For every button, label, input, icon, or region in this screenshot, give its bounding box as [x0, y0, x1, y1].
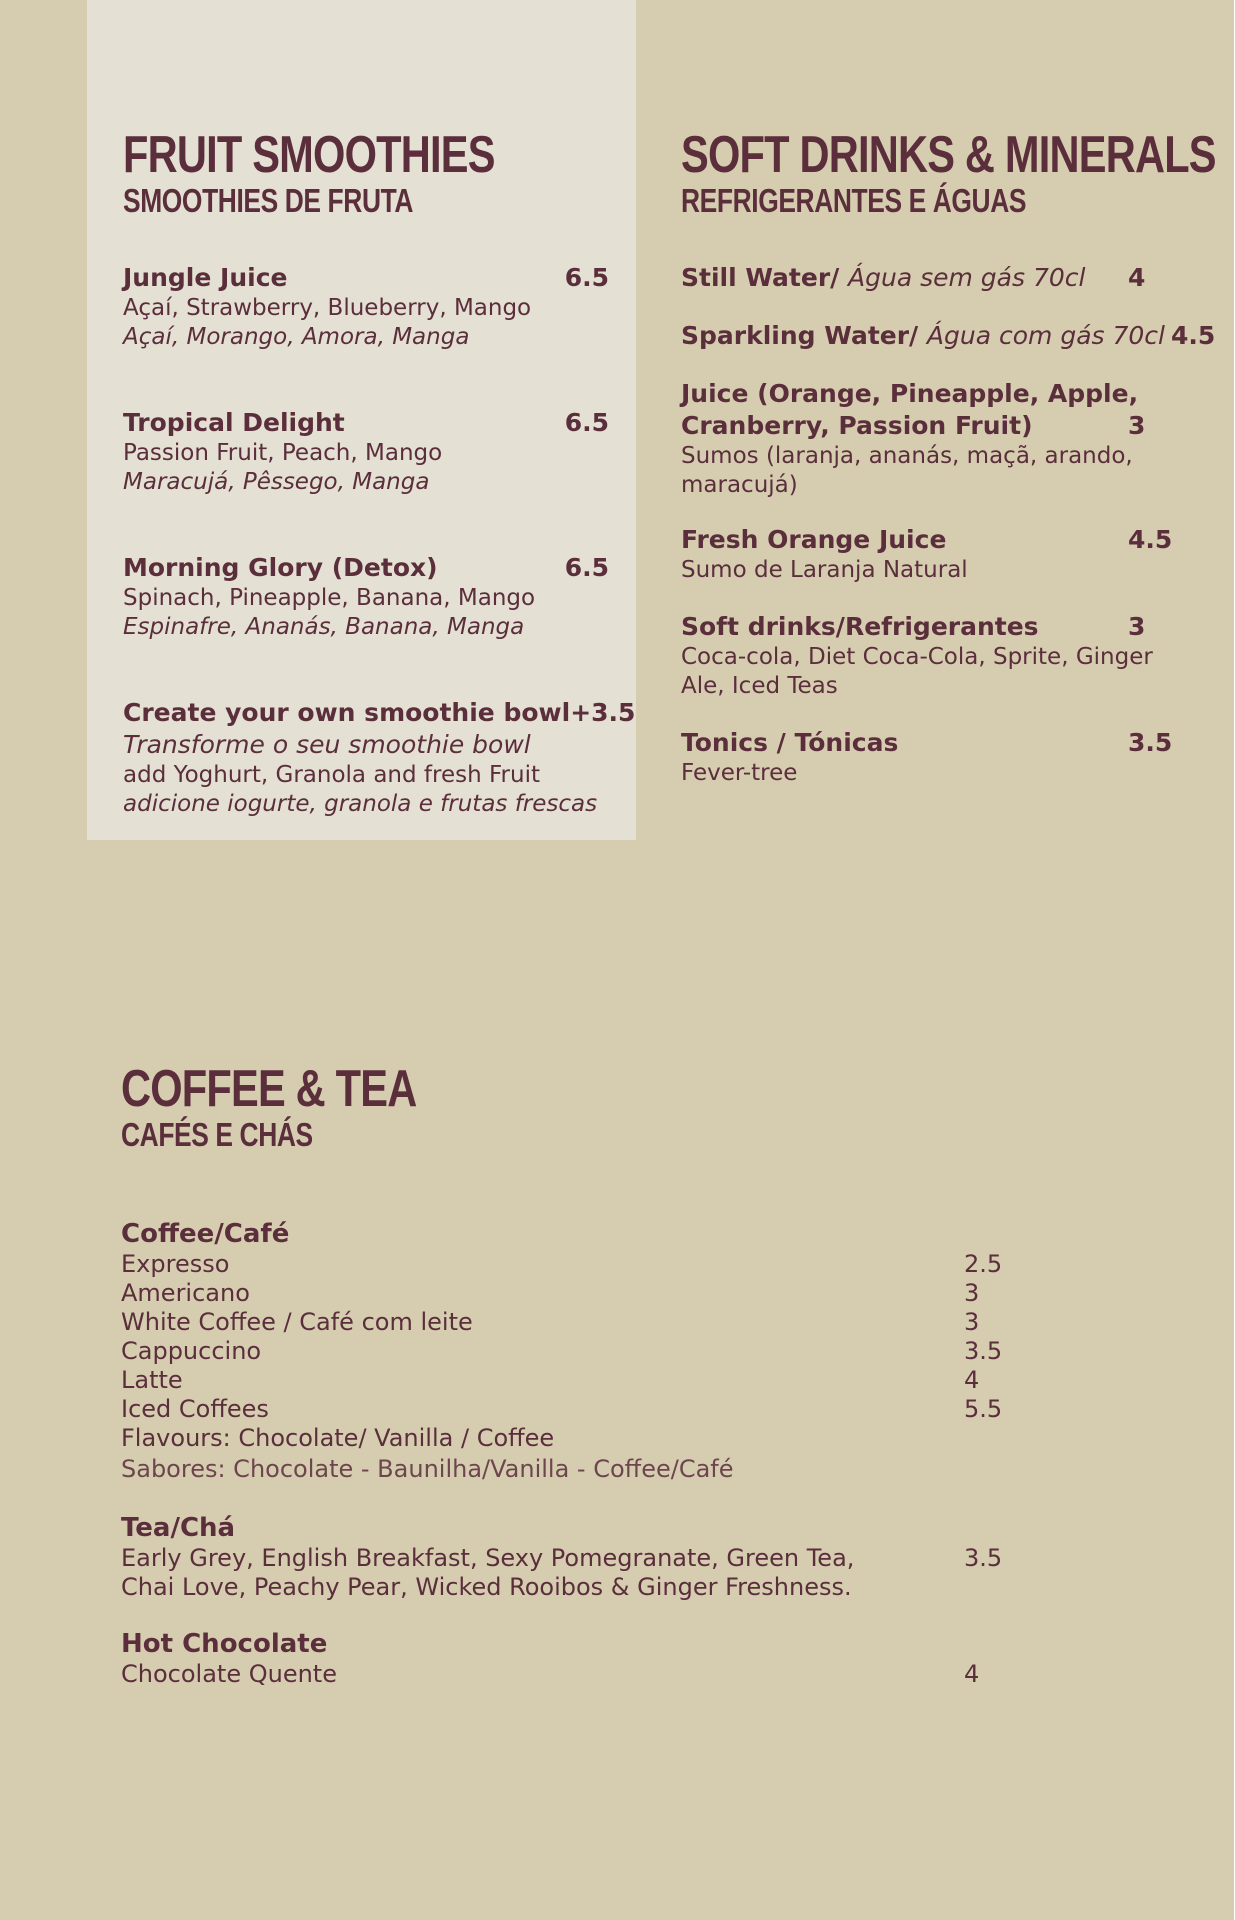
item-price: 5.5 — [964, 1395, 1003, 1423]
item-name: Cranberry, Passion Fruit) — [681, 411, 1033, 440]
section-subtitle: SMOOTHIES DE FRUTA — [123, 182, 414, 219]
item-name: Soft drinks/Refrigerantes — [681, 612, 1039, 641]
item-desc: Coca-cola, Diet Coca-Cola, Sprite, Ginger — [681, 644, 1153, 670]
item-price: 4 — [964, 1660, 980, 1688]
item-name-pt: Água sem gás 70cl — [848, 263, 1086, 292]
menu-item — [681, 320, 1216, 352]
fruit-smoothies-section — [123, 126, 636, 817]
item-price: 3 — [964, 1279, 980, 1307]
item-name: Iced Coffees — [121, 1395, 269, 1423]
section-title: COFFEE & TEA — [121, 1060, 417, 1118]
item-price: 4.5 — [1128, 525, 1173, 554]
item-name — [681, 262, 1085, 294]
menu-item — [681, 262, 1181, 294]
item-desc-pt: adicione iogurte, granola e frutas frescas — [123, 791, 598, 817]
item-desc: Spinach, Pineapple, Banana, Mango — [123, 585, 536, 611]
menu-item — [123, 407, 609, 497]
item-desc: add Yoghurt, Granola and fresh Fruit — [123, 762, 540, 788]
item-price: 4.5 — [1171, 321, 1216, 350]
item-name-pt: Transforme o seu smoothie bowl — [123, 730, 531, 759]
section-subtitle: CAFÉS E CHÁS — [121, 1116, 313, 1153]
soft-drinks-section — [681, 126, 1216, 786]
item-name: Jungle Juice — [123, 263, 288, 292]
item-price: 3 — [964, 1308, 980, 1336]
flavours-text: Flavours: Chocolate/ Vanilla / Coffee — [121, 1424, 555, 1452]
item-desc: Sumos (laranja, ananás, maçã, arando, — [681, 443, 1133, 469]
menu-item — [681, 378, 1181, 500]
tea-heading: Tea/Chá — [121, 1513, 236, 1543]
item-price: 4 — [1128, 263, 1146, 292]
item-name: Create your own smoothie bowl — [123, 698, 571, 727]
item-price: 3.5 — [1128, 728, 1173, 757]
menu-item — [681, 611, 1181, 701]
item-price: +3.5 — [570, 698, 636, 727]
menu-item — [123, 552, 609, 642]
smoothie-bowl-item — [123, 697, 636, 819]
item-price: 4 — [964, 1366, 980, 1394]
item-name: Fresh Orange Juice — [681, 525, 947, 554]
item-desc: Fever-tree — [681, 760, 798, 786]
menu-item — [681, 524, 1181, 585]
item-desc: Ale, Iced Teas — [681, 673, 838, 699]
item-name: Juice (Orange, Pineapple, Apple, — [681, 379, 1139, 408]
item-desc-pt: Maracujá, Pêssego, Manga — [123, 469, 430, 495]
item-name: White Coffee / Café com leite — [121, 1308, 473, 1336]
item-name: Cappuccino — [121, 1337, 262, 1365]
item-desc: Sumo de Laranja Natural — [681, 557, 968, 583]
item-price: 6.5 — [564, 408, 609, 437]
section-title: FRUIT SMOOTHIES — [123, 126, 495, 184]
item-price: 6.5 — [564, 553, 609, 582]
item-desc: Passion Fruit, Peach, Mango — [123, 440, 443, 466]
item-name: Morning Glory (Detox) — [123, 553, 438, 582]
sabores-text: Sabores: Chocolate - Baunilha/Vanilla - Coffee/Café — [121, 1455, 734, 1483]
coffee-tea-section — [121, 1062, 1121, 1702]
item-name-en: Still Water/ — [681, 263, 840, 292]
section-subtitle: REFRIGERANTES E ÁGUAS — [681, 182, 1027, 219]
item-name: Expresso — [121, 1250, 230, 1278]
item-desc-pt: Açaí, Morango, Amora, Manga — [123, 324, 470, 350]
coffee-heading: Coffee/Café — [121, 1219, 290, 1249]
item-price: 3.5 — [964, 1337, 1003, 1365]
section-title: SOFT DRINKS & MINERALS — [681, 126, 1216, 184]
item-price: 3.5 — [964, 1544, 1003, 1572]
item-price: 3 — [1128, 411, 1146, 440]
item-desc: maracujá) — [681, 472, 798, 498]
hot-chocolate-heading: Hot Chocolate — [121, 1629, 328, 1659]
item-name-en: Sparkling Water/ — [681, 321, 919, 350]
item-desc: Açaí, Strawberry, Blueberry, Mango — [123, 295, 532, 321]
tea-list: Early Grey, English Breakfast, Sexy Pomegranate, Green Tea, — [121, 1544, 855, 1572]
item-desc-pt: Espinafre, Ananás, Banana, Manga — [123, 614, 525, 640]
item-name: Latte — [121, 1366, 183, 1394]
item-name: Chocolate Quente — [121, 1660, 337, 1688]
item-name-pt: Água com gás 70cl — [926, 321, 1165, 350]
menu-item — [123, 262, 609, 352]
item-name: Tonics / Tónicas — [681, 728, 899, 757]
item-name — [681, 320, 1165, 352]
tea-list: Chai Love, Peachy Pear, Wicked Rooibos & Ginger Freshness. — [121, 1573, 852, 1601]
item-name: Americano — [121, 1279, 250, 1307]
item-price: 6.5 — [564, 263, 609, 292]
menu-item — [681, 727, 1181, 788]
item-price: 2.5 — [964, 1250, 1003, 1278]
item-name: Tropical Delight — [123, 408, 345, 437]
item-price: 3 — [1128, 612, 1146, 641]
